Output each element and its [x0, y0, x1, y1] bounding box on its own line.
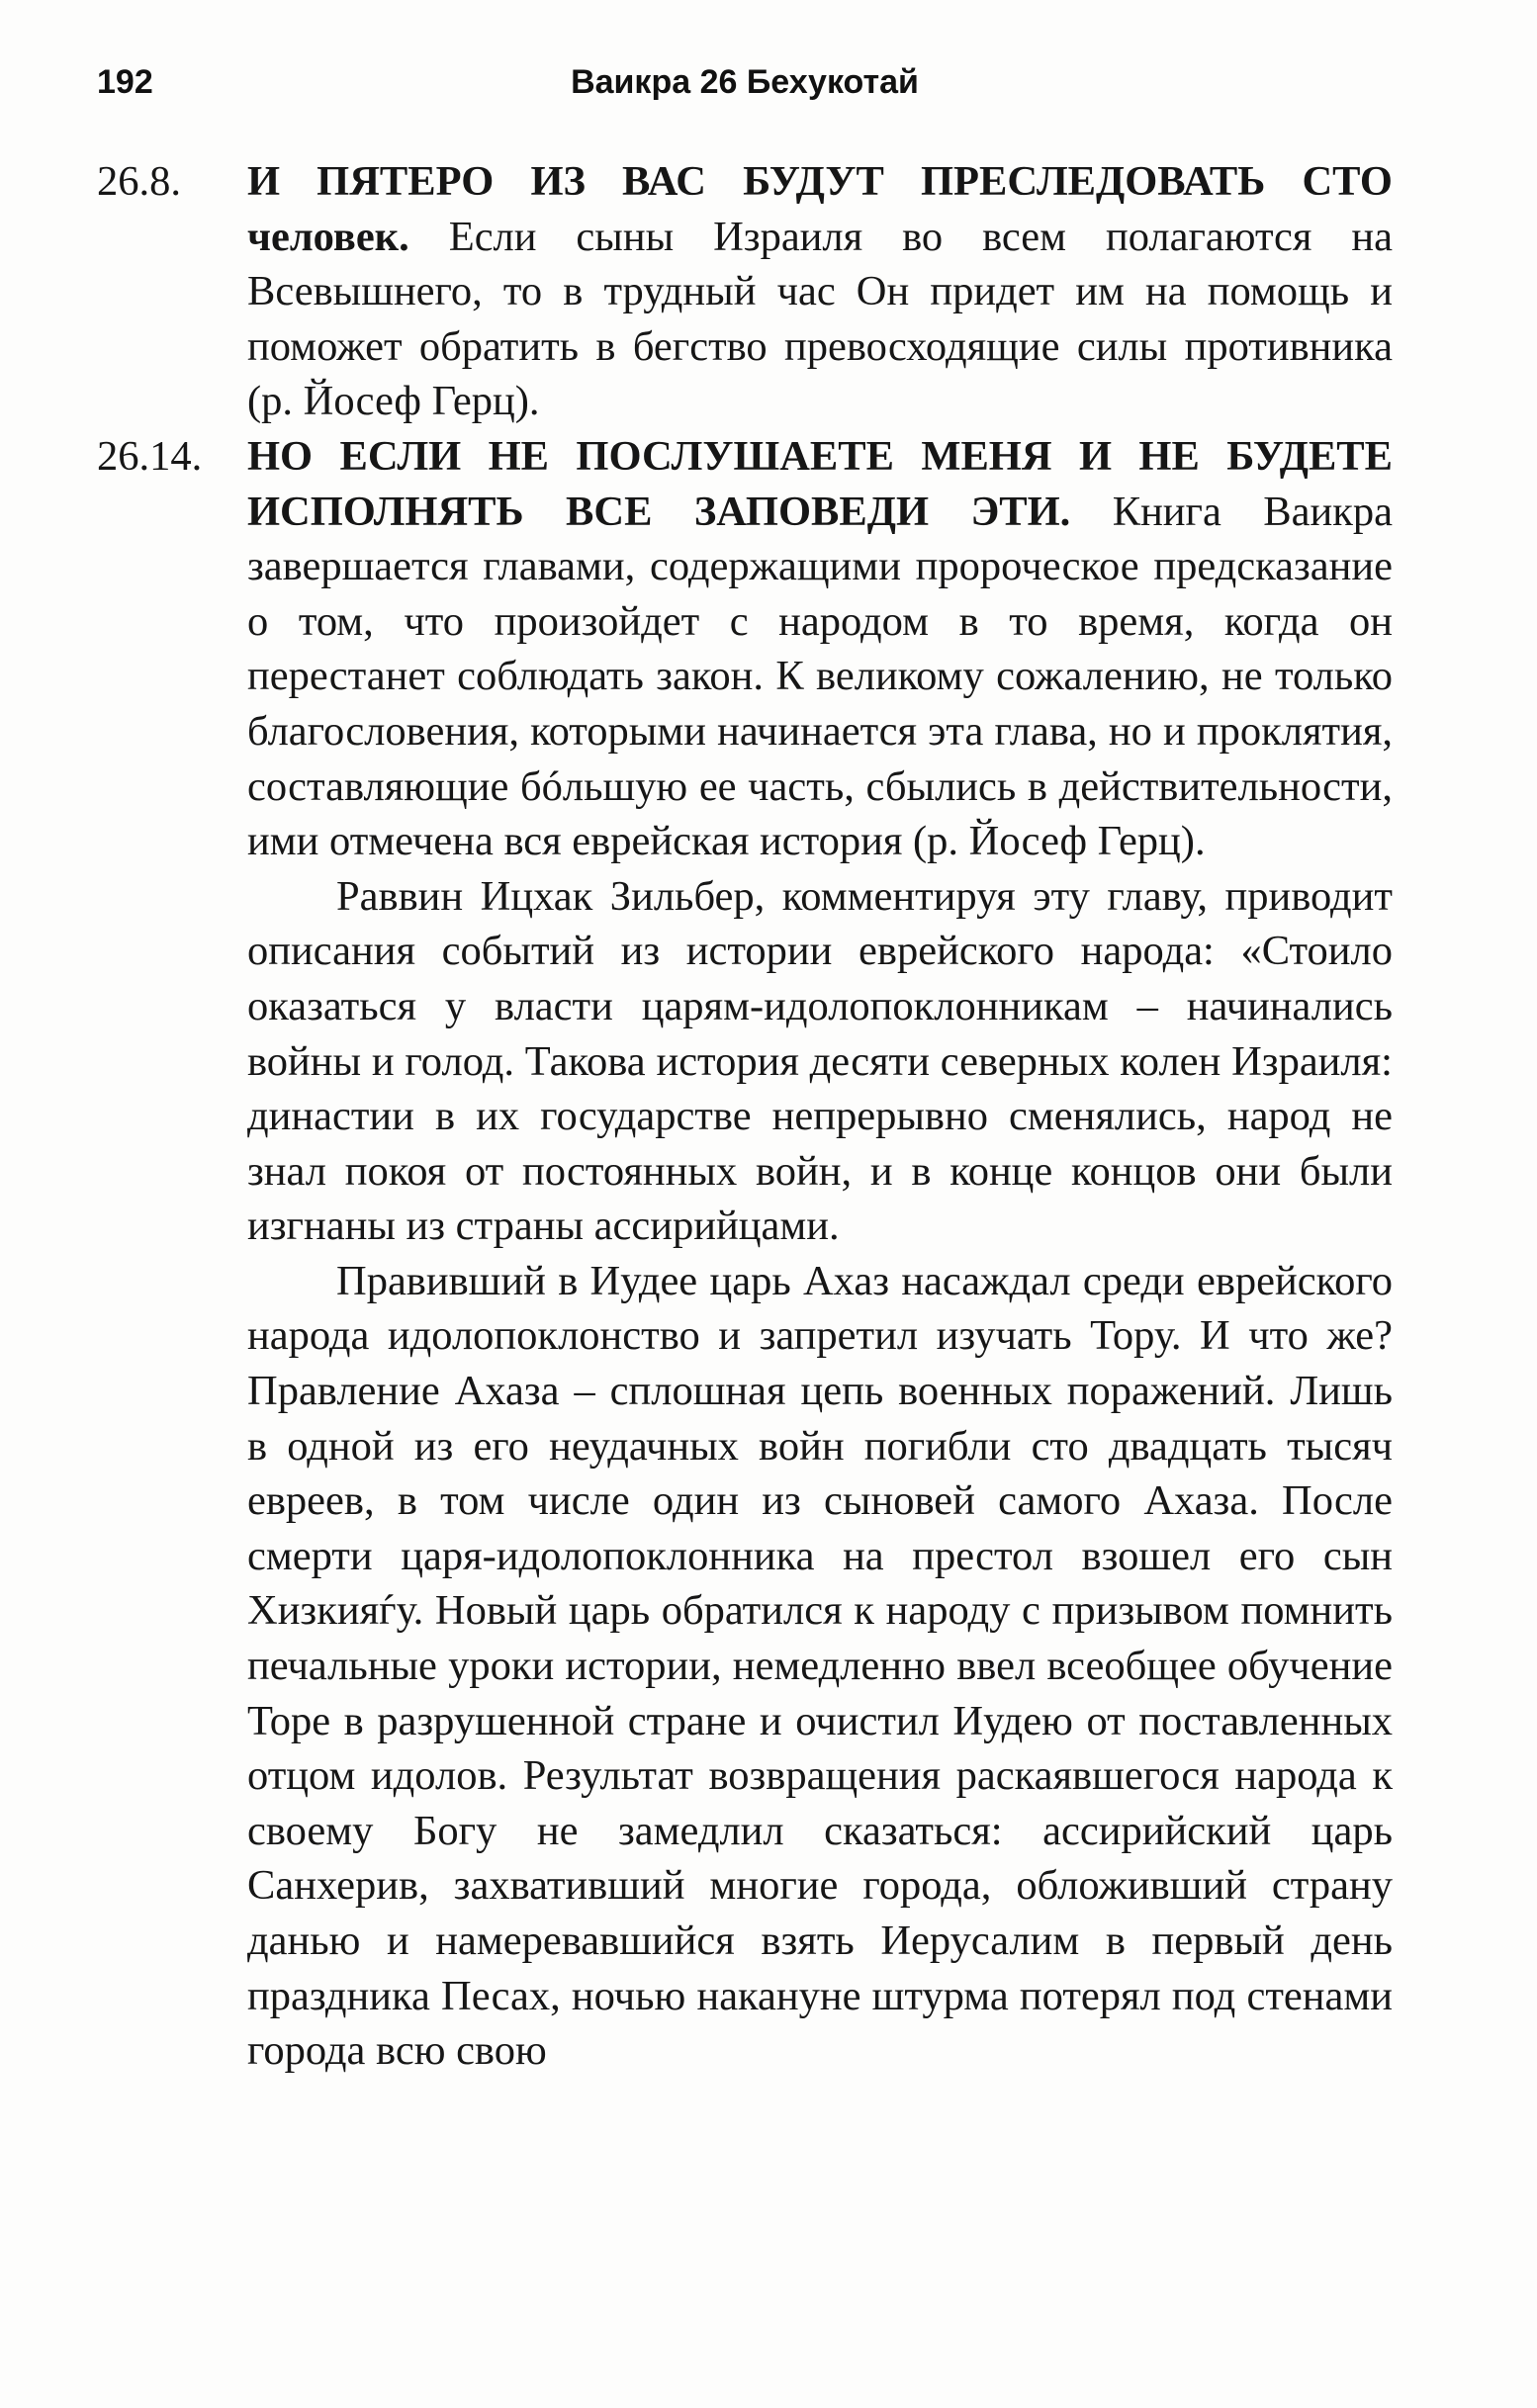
page-number: 192	[97, 63, 153, 101]
commentary-entry-26-8	[97, 154, 1393, 429]
commentary-entry-26-14	[97, 429, 1393, 869]
running-head	[97, 63, 1393, 123]
commentary-text: Книга Ваикра завершается главами, содержащими пророческое предсказание о том, что произойдет с народом в то время, когда он перестанет соблюдать закон. К великому сожалению, не только благословения, которыми начинается эта глава, но и проклятия, составляющие бóльшую ее часть, сбылись в действительности, ими отмечена вся еврейская история (р. Йосеф Герц).	[247, 488, 1393, 865]
verse-lemma: НО ЕСЛИ НЕ ПОСЛУШАЕТЕ МЕНЯ И НЕ БУДЕТЕ ИСПОЛНЯТЬ ВСЕ ЗАПОВЕДИ ЭТИ.	[247, 432, 1393, 535]
commentary-body	[97, 154, 1393, 2079]
commentary-text: Если сыны Израиля во всем полагаются на Всевышнего, то в трудный час Он придет им на помощь и поможет обратить в бегство превосходящие силы противника (р. Йосеф Герц).	[247, 213, 1393, 425]
verse-reference: 26.8.	[97, 158, 181, 205]
verse-reference: 26.14.	[97, 432, 203, 480]
verse-lemma: И ПЯТЕРО ИЗ ВАС БУДУТ ПРЕСЛЕДОВАТЬ СТО человек.	[247, 158, 1393, 260]
body-paragraph: Правивший в Иудее царь Ахаз насаждал среди еврейского народа идолопоклонство и запретил изучать Тору. И что же? Правление Ахаза – сплошная цепь военных поражений. Лишь в одной из его неудачных войн погибли сто двадцать тысяч евреев, в том числе один из сыновей самого Ахаза. После смерти царя-идолопоклонника на престол взошел его сын Хизкияѓу. Новый царь обратился к народу с призывом помнить печальные уроки истории, немедленно ввел всеобщее обучение Торе в разрушенной стране и очистил Иудею от поставленных отцом идолов. Результат возвращения раскаявшегося народа к своему Богу не замедлил сказаться: ассирийский царь Санхерив, захвативший многие города, обложивший страну данью и намеревавшийся взять Иерусалим в первый день праздника Песах, ночью накануне штурма потерял под стенами города всю свою	[247, 1257, 1393, 2075]
body-paragraph: Раввин Ицхак Зильбер, комментируя эту главу, приводит описания событий из истории еврейского народа: «Стоило оказаться у власти царям-идолопоклонникам – начинались войны и голод. Такова история десяти северных колен Израиля: династии в их государстве непрерывно сменялись, народ не знал покоя от постоянных войн, и в конце концов они были изгнаны из страны ассирийцами.	[247, 872, 1393, 1250]
section-title: Ваикра 26 Бехукотай	[571, 63, 919, 101]
